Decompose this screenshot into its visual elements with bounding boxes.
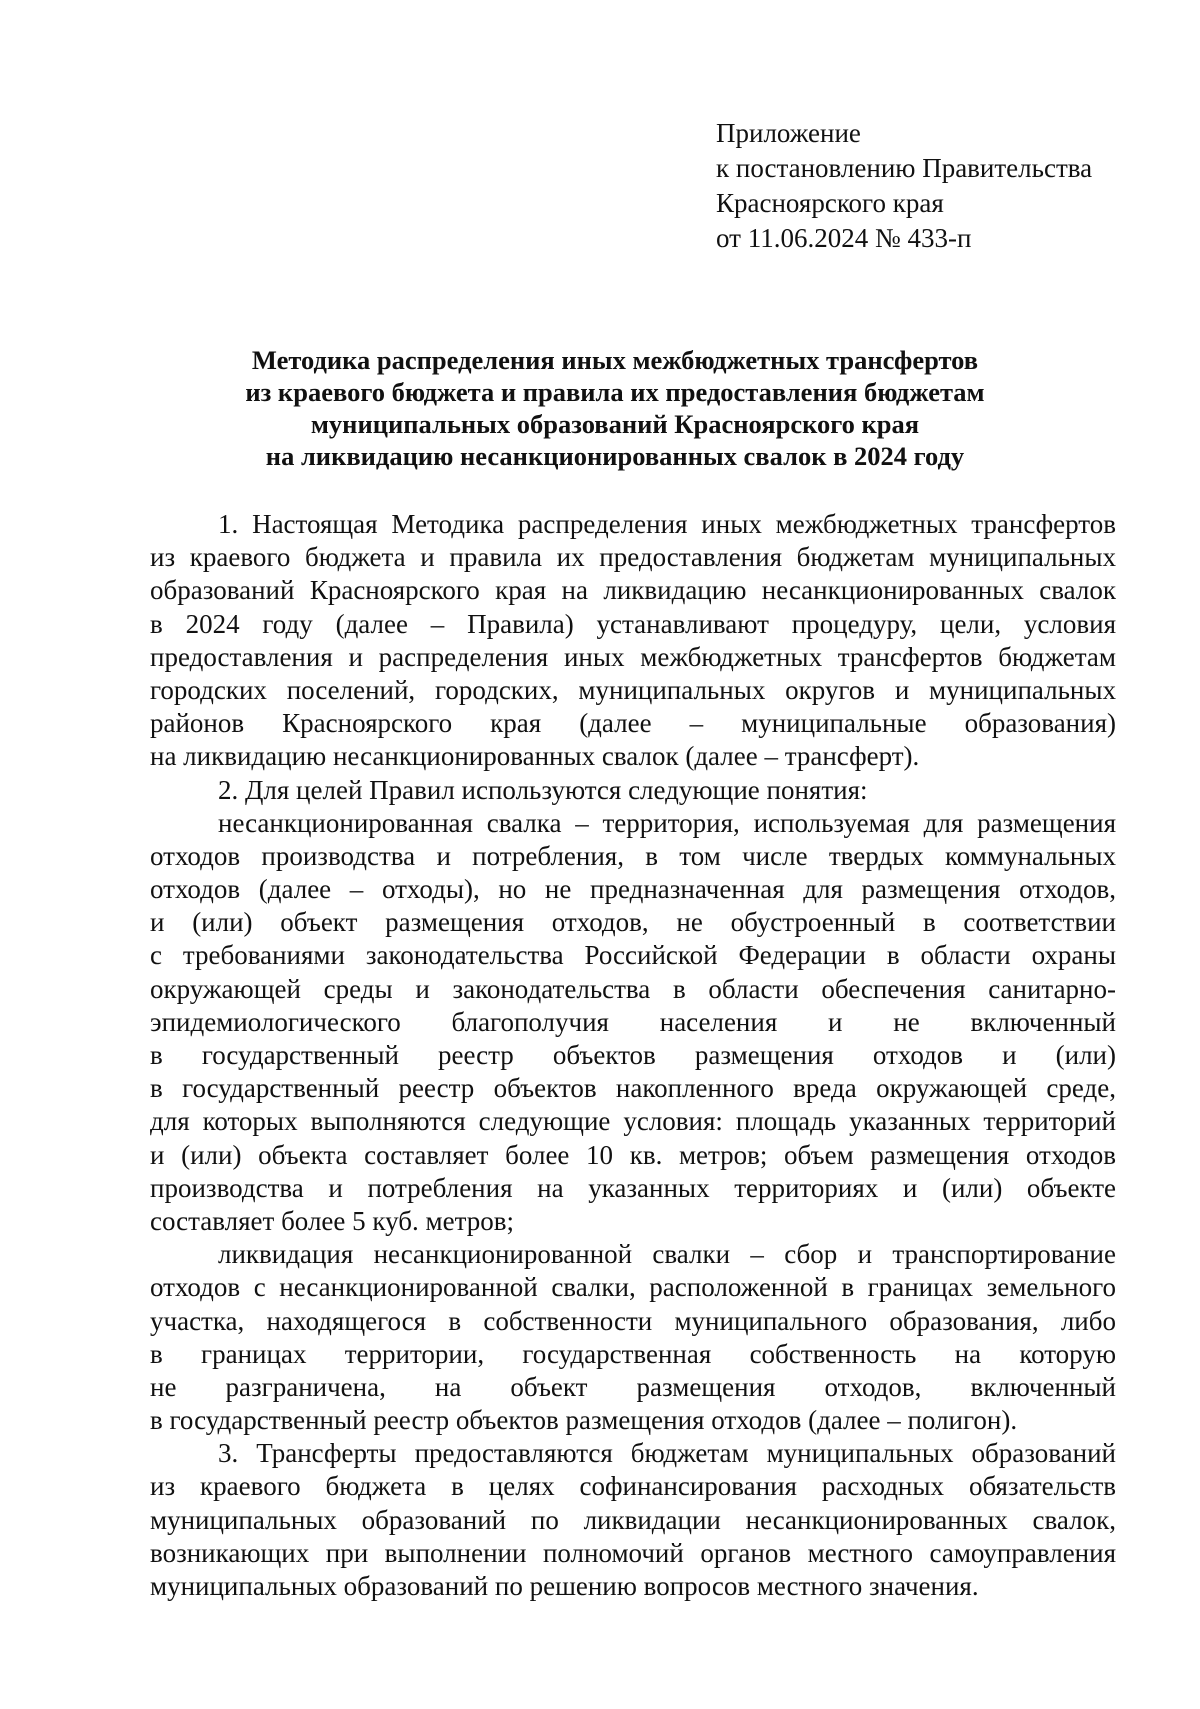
paragraph-4-line: в границах территории, государственная собственность на которую: [150, 1338, 1116, 1369]
paragraph-1-line: предоставления и распределения иных межбюджетных трансфертов бюджетам: [150, 641, 1116, 672]
paragraph-3-line: и (или) объект размещения отходов, не обустроенный в соответствии: [150, 907, 1116, 938]
paragraph-3-line: с требованиями законодательства Российской Федерации в области охраны: [150, 940, 1116, 971]
paragraph-3-line: эпидемиологического благополучия населения и не включенный: [150, 1006, 1116, 1037]
paragraph-3-line: и (или) объекта составляет более 10 кв. метров; объем размещения отходов: [150, 1139, 1116, 1170]
paragraph-1-line: 1. Настоящая Методика распределения иных межбюджетных трансфертов: [218, 509, 1116, 539]
document-body: [150, 508, 1116, 1603]
title-line: из краевого бюджета и правила их предоставления бюджетам: [245, 377, 985, 407]
appendix-line: Приложение: [716, 118, 861, 148]
paragraph-5-line: муниципальных образований по ликвидации несанкционированных свалок,: [150, 1504, 1116, 1535]
paragraph-3-line: окружающей среды и законодательства в области обеспечения санитарно-: [150, 973, 1116, 1004]
document-title: [150, 344, 1080, 472]
paragraph-1-line: в 2024 году (далее – Правила) устанавливают процедуру, цели, условия: [150, 608, 1116, 639]
paragraph-3-line: несанкционированная свалка – территория, используемая для размещения: [218, 807, 1116, 838]
paragraph-2-line: 2. Для целей Правил используются следующие понятия:: [218, 774, 868, 805]
paragraph-3-line: отходов производства и потребления, в том числе твердых коммунальных: [150, 840, 1116, 871]
appendix-header: [716, 116, 1156, 256]
paragraph-3-line: для которых выполняются следующие условия: площадь указанных территорий: [150, 1106, 1116, 1137]
appendix-line: к постановлению Правительства: [716, 153, 1093, 183]
paragraph-4-line: не разграничена, на объект размещения отходов, включенный: [150, 1371, 1116, 1402]
paragraph-5-line: из краевого бюджета в целях софинансирования расходных обязательств: [150, 1471, 1116, 1502]
paragraph-5-line: возникающих при выполнении полномочий органов местного самоуправления: [150, 1537, 1116, 1568]
paragraph-4-line: в государственный реестр объектов размещения отходов (далее – полигон).: [150, 1405, 1018, 1436]
paragraph-1-line: на ликвидацию несанкционированных свалок (далее – трансферт).: [150, 741, 920, 772]
title-line: муниципальных образований Красноярского края: [310, 409, 920, 439]
paragraph-5-line: 3. Трансферты предоставляются бюджетам муниципальных образований: [218, 1438, 1116, 1469]
paragraph-1-line: районов Красноярского края (далее – муниципальные образования): [150, 708, 1116, 739]
paragraph-4-line: отходов с несанкционированной свалки, расположенной в границах земельного: [150, 1272, 1116, 1303]
paragraph-4-line: участка, находящегося в собственности муниципального образования, либо: [150, 1305, 1116, 1336]
paragraph-3-line: производства и потребления на указанных территориях и (или) объекте: [150, 1172, 1116, 1203]
paragraph-1-line: городских поселений, городских, муниципальных округов и муниципальных: [150, 674, 1116, 705]
title-line: на ликвидацию несанкционированных свалок в 2024 году: [265, 441, 965, 471]
paragraph-1-line: образований Красноярского края на ликвидацию несанкционированных свалок: [150, 575, 1116, 606]
appendix-line: от 11.06.2024 № 433-п: [716, 223, 972, 253]
paragraph-3-line: в государственный реестр объектов накопленного вреда окружающей среде,: [150, 1073, 1116, 1104]
paragraph-3-line: отходов (далее – отходы), но не предназначенная для размещения отходов,: [150, 874, 1116, 905]
paragraph-5-line: муниципальных образований по решению вопросов местного значения.: [150, 1571, 979, 1601]
appendix-line: Красноярского края: [716, 188, 944, 218]
paragraph-4-line: ликвидация несанкционированной свалки – сбор и транспортирование: [218, 1239, 1116, 1270]
paragraph-3-line: составляет более 5 куб. метров;: [150, 1205, 514, 1236]
paragraph-1-line: из краевого бюджета и правила их предоставления бюджетам муниципальных: [150, 542, 1116, 573]
paragraph-3-line: в государственный реестр объектов размещения отходов и (или): [150, 1040, 1116, 1070]
title-line: Методика распределения иных межбюджетных трансфертов: [251, 345, 979, 375]
